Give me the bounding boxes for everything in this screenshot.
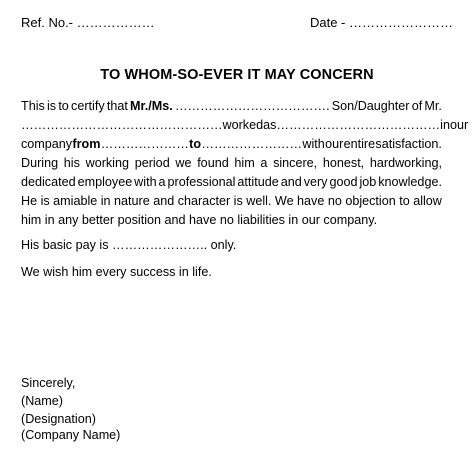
word: is <box>47 99 57 113</box>
word: his <box>63 156 80 170</box>
reference-number: Ref. No.- ……………… <box>21 15 155 30</box>
word: This <box>21 99 45 113</box>
body-line-6 <box>21 192 442 210</box>
body-line-5 <box>21 173 442 191</box>
word: is <box>233 194 243 208</box>
body-line-2 <box>21 116 469 134</box>
sign-off-sincerely: Sincerely, <box>21 376 76 390</box>
word: worked <box>222 118 264 132</box>
word: entire <box>343 137 376 151</box>
word: amiable <box>53 194 98 208</box>
signature-company: (Company Name) <box>21 428 121 442</box>
word: We <box>274 194 294 208</box>
word: dedicated <box>21 175 76 189</box>
basic-pay-line: His basic pay is ………………….. only. <box>21 238 237 252</box>
blank-employee-name: ………………………………. <box>174 99 330 113</box>
word: a <box>158 175 166 189</box>
blank-designation: ………………………………… <box>276 118 441 132</box>
word: professional <box>167 175 236 189</box>
word: to <box>399 194 410 208</box>
to-label: to <box>189 137 202 151</box>
word: good <box>329 175 358 189</box>
word: job <box>359 175 377 189</box>
signature-name: (Name) <box>21 394 63 408</box>
blank-parent-name: ………………………………………… <box>21 118 223 132</box>
word: certify <box>71 99 105 113</box>
word: in <box>440 118 450 132</box>
word: sincere, <box>273 156 318 170</box>
from-label: from <box>72 137 101 151</box>
date-field: Date - …………………… <box>309 15 453 30</box>
word: him <box>234 156 255 170</box>
word: character <box>177 194 231 208</box>
word: satisfaction. <box>375 137 442 151</box>
word: have <box>297 194 325 208</box>
word: hardworking, <box>369 156 442 170</box>
word: as <box>263 118 277 132</box>
word: in <box>100 194 111 208</box>
word: is <box>40 194 50 208</box>
word: company <box>21 137 73 151</box>
word: He <box>21 194 38 208</box>
word: Mr. <box>424 99 442 113</box>
word: very <box>303 175 328 189</box>
blank-to-date: …………………… <box>201 137 303 151</box>
document-title: TO WHOM-SO-EVER IT MAY CONCERN <box>100 67 374 83</box>
word: well. <box>246 194 272 208</box>
word: allow <box>413 194 442 208</box>
word: During <box>21 156 59 170</box>
body-line-7: him in any better position and have no liabilities in our company. <box>21 213 378 227</box>
blank-from-date: ………………… <box>100 137 189 151</box>
body-line-4 <box>21 154 442 172</box>
word: employee <box>77 175 133 189</box>
word: of <box>411 99 423 113</box>
word: objection <box>345 194 396 208</box>
word: with <box>302 137 325 151</box>
word: Son/Daughter <box>331 99 410 113</box>
word: to <box>58 99 69 113</box>
word: and <box>153 194 175 208</box>
word: with <box>134 175 157 189</box>
word: working <box>85 156 129 170</box>
wish-line: We wish him every success in life. <box>21 265 212 279</box>
word: we <box>175 156 192 170</box>
word: a <box>260 156 268 170</box>
body-line-3 <box>21 135 442 153</box>
word: knowledge. <box>378 175 442 189</box>
signature-designation: (Designation) <box>21 412 96 426</box>
salutation-mr-ms: Mr./Ms. <box>130 99 173 113</box>
word: our <box>449 118 469 132</box>
word: our <box>325 137 344 151</box>
word: that <box>106 99 128 113</box>
word: honest, <box>322 156 365 170</box>
body-line-1 <box>21 97 442 115</box>
word: nature <box>114 194 150 208</box>
word: found <box>197 156 229 170</box>
word: no <box>327 194 342 208</box>
word: period <box>134 156 170 170</box>
word: and <box>280 175 302 189</box>
word: attitude <box>237 175 279 189</box>
